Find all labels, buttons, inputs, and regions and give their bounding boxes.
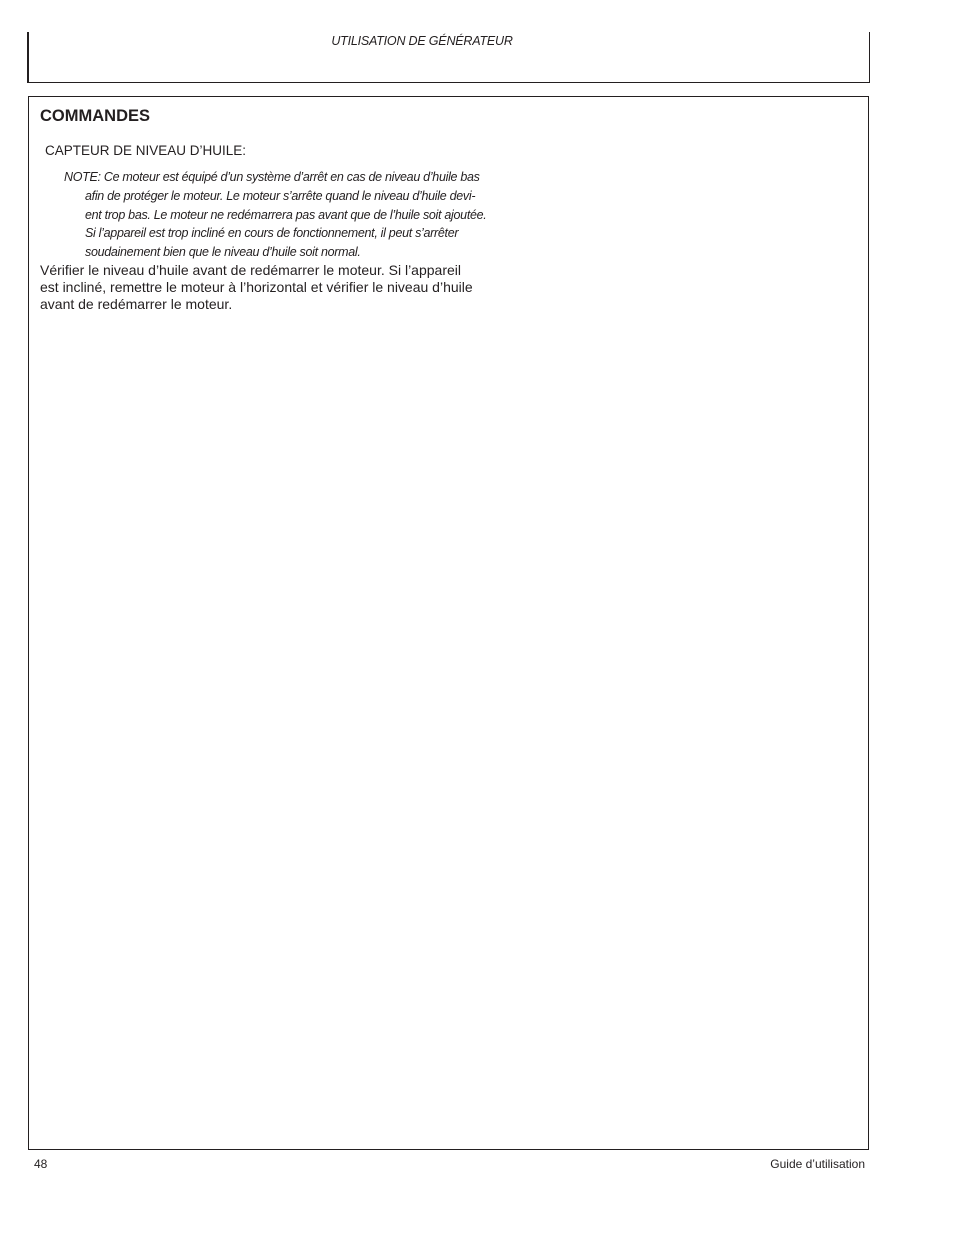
instruction-paragraph [40,262,540,314]
subsection-heading: CAPTEUR DE NIVEAU D’HUILE: [45,143,247,158]
footer-document-title: Guide d’utilisation [770,1157,865,1171]
content-frame [28,96,869,1150]
body-line: avant de redémarrer le moteur. [40,296,233,313]
note-line: afin de protéger le moteur. Le moteur s’arrête quand le niveau d’huile devi- [85,188,476,203]
note-line: soudainement bien que le niveau d’huile soit normal. [85,245,361,260]
note-line: NOTE: Ce moteur est équipé d’un système d’arrêt en cas de niveau d’huile bas [64,170,480,184]
note-line: ent trop bas. Le moteur ne redémarrera pas avant que de l’huile soit ajoutée. [85,207,487,222]
note-paragraph [64,168,544,262]
page-number: 48 [34,1157,48,1171]
running-header: UTILISATION DE GÉNÉRATEUR [331,34,513,48]
body-line: Vérifier le niveau d’huile avant de redémarrer le moteur. Si l’appareil [40,262,461,278]
body-line: est incliné, remettre le moteur à l’horizontal et vérifier le niveau d’huile [40,279,473,296]
note-line: Si l’appareil est trop incliné en cours de fonctionnement, il peut s’arrêter [85,226,459,241]
section-heading: COMMANDES [40,107,150,125]
